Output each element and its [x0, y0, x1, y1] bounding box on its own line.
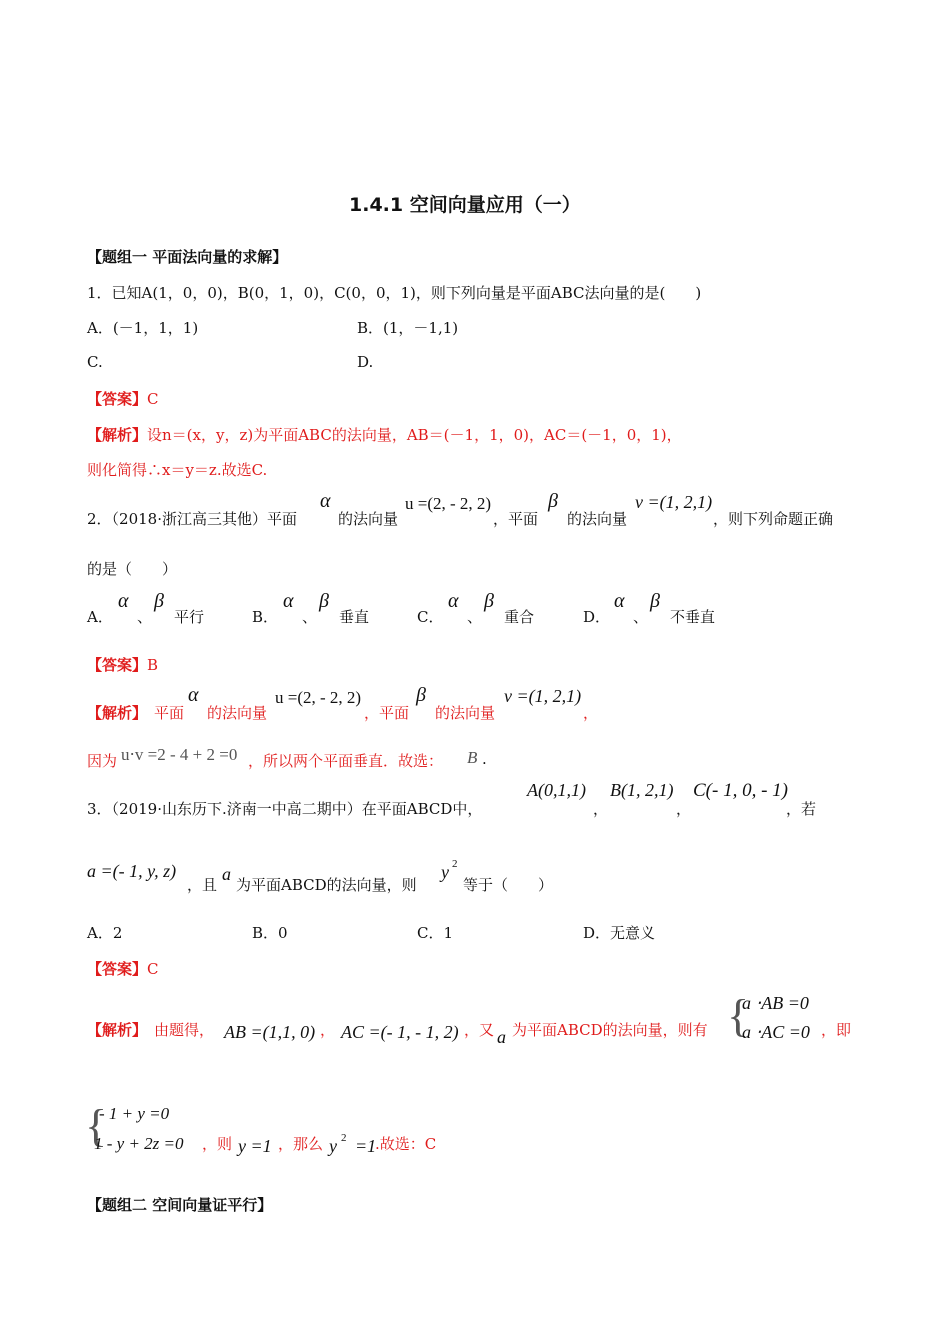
- answer-value: C: [147, 390, 159, 408]
- q3-system1-line1: a ⋅AB =0: [742, 993, 809, 1013]
- q2-an-text3: ，平面: [364, 704, 410, 722]
- q2-v-vector: v =(1, 2,1): [635, 492, 713, 512]
- q3-line2a: ，且: [187, 876, 218, 894]
- alpha-symbol: α: [320, 490, 331, 512]
- q2-an-v-vector: v =(1, 2,1): [504, 686, 582, 706]
- alpha-symbol: α: [614, 590, 625, 612]
- page-title: 1.4.1 空间向量应用（一）: [349, 194, 581, 216]
- separator: 、: [467, 608, 483, 626]
- answer-value: C: [147, 960, 159, 978]
- analysis-text: 设n＝(x，y，z)为平面ABC的法向量，AB＝(－1，1，0)，AC＝(－1，0，1)，: [147, 426, 682, 444]
- q3-an-text4: ，即: [821, 1021, 852, 1039]
- q2-an2-text1: 因为: [87, 752, 118, 770]
- q2-option-a-text: 平行: [174, 608, 205, 626]
- q3-comma: ，: [676, 800, 692, 818]
- q3-an-text3: 为平面ABCD的法向量，则有: [512, 1021, 708, 1039]
- q3-an2-text2: ，那么: [278, 1135, 324, 1153]
- q2-an-text4: 的法向量: [435, 704, 496, 722]
- q3-an-text1: 由题得，: [154, 1021, 215, 1039]
- q3-an-text2: ，又: [464, 1021, 495, 1039]
- analysis-label: 【解析】: [87, 704, 148, 722]
- q2-an-text2: 的法向量: [207, 704, 268, 722]
- alpha-symbol: α: [188, 684, 199, 706]
- q3-line2b: 为平面ABCD的法向量，则: [236, 876, 417, 894]
- system-brace: {: [727, 990, 750, 1041]
- q3-y-equals-1: y =1: [238, 1136, 272, 1156]
- q3-y-symbol: y: [329, 1136, 337, 1156]
- section-header-group1: 【题组一 平面法向量的求解】: [87, 248, 288, 266]
- q2-option-b-label: B．: [252, 608, 279, 626]
- q3-an-a-symbol: a: [497, 1027, 506, 1047]
- answer-label: 【答案】: [87, 656, 148, 674]
- q1-analysis-line2: 则化简得∴x＝y＝z.故选C.: [87, 461, 268, 479]
- q2-option-c-text: 重合: [504, 608, 535, 626]
- q3-y2-equals-1: =1: [355, 1136, 377, 1156]
- q3-system1-line2: a ⋅AC =0: [742, 1022, 810, 1042]
- answer-label: 【答案】: [87, 960, 148, 978]
- q2-line2: 的是（ ）: [87, 560, 178, 578]
- alpha-symbol: α: [283, 590, 294, 612]
- q3-option-b: B．0: [252, 924, 288, 942]
- q3-answer: [87, 958, 159, 979]
- q2-an-u-vector: u =(2, - 2, 2): [275, 688, 362, 707]
- q3-point-a: A(0,1,1): [527, 780, 586, 800]
- q2-dot-product: u⋅v =2 - 4 + 2 =0: [121, 745, 238, 764]
- q2-option-c-label: C．: [417, 608, 444, 626]
- q3-square: 2: [341, 1132, 347, 1144]
- q3-ac-vector: AC =(- 1, - 1, 2): [341, 1022, 459, 1042]
- beta-symbol: β: [319, 590, 329, 612]
- q3-comma: ，: [593, 800, 609, 818]
- separator: 、: [137, 608, 153, 626]
- q1-analysis-line1: [87, 424, 682, 445]
- q2-mid2: ，平面: [493, 510, 539, 528]
- q2-suffix: ，则下列命题正确: [713, 510, 834, 528]
- q3-a-symbol: a: [222, 864, 231, 884]
- q3-a-vector: a =(- 1, y, z): [87, 861, 177, 881]
- q2-an-text1: 平面: [154, 704, 185, 722]
- system-brace: {: [85, 1100, 108, 1151]
- q1-option-d: D.: [357, 353, 374, 371]
- q2-prefix: 2．（2018·浙江高三其他）平面: [87, 510, 297, 528]
- q3-suffix: ，若: [786, 800, 817, 818]
- section-header-group2: 【题组二 空间向量证平行】: [87, 1196, 273, 1214]
- alpha-symbol: α: [118, 590, 129, 612]
- analysis-label: 【解析】: [87, 426, 148, 444]
- q2-an-comma: ，: [583, 704, 599, 722]
- alpha-symbol: α: [448, 590, 459, 612]
- q3-system2-line1: - 1 + y =0: [99, 1104, 170, 1123]
- q3-system2-line2: 1 - y + 2z =0: [94, 1134, 184, 1153]
- q2-option-d-text: 不垂直: [670, 608, 716, 626]
- q3-square: 2: [452, 858, 458, 870]
- q2-option-a-label: A．: [87, 608, 113, 626]
- q2-option-d-label: D．: [583, 608, 611, 626]
- q1-option-a: A．(－1，1，1): [87, 319, 199, 337]
- q3-option-c: C．1: [417, 924, 454, 942]
- q3-prefix: 3．（2019·山东历下.济南一中高二期中）在平面ABCD中，: [87, 800, 483, 818]
- q3-option-a: A．2: [87, 924, 123, 942]
- q2-an2-choice: B: [467, 748, 478, 767]
- q2-mid3: 的法向量: [567, 510, 628, 528]
- q3-an2-text3: .故选：C: [375, 1135, 437, 1153]
- answer-label: 【答案】: [87, 390, 148, 408]
- beta-symbol: β: [548, 490, 558, 512]
- q3-point-b: B(1, 2,1): [610, 780, 674, 800]
- separator: 、: [633, 608, 649, 626]
- q3-point-c: C(- 1, 0, - 1): [693, 780, 788, 801]
- beta-symbol: β: [154, 590, 164, 612]
- q2-an2-text2: ，所以两个平面垂直．故选：: [248, 752, 444, 770]
- q3-option-d: D．无意义: [583, 924, 656, 942]
- q2-an2-end: .: [482, 750, 487, 768]
- q3-an-comma: ，: [320, 1021, 336, 1039]
- answer-value: B: [147, 656, 159, 674]
- beta-symbol: β: [484, 590, 494, 612]
- q1-option-b: B．(1，－1,1): [357, 319, 459, 337]
- q1-option-c: C.: [87, 353, 103, 371]
- q3-ab-vector: AB =(1,1, 0): [224, 1022, 316, 1042]
- q2-u-vector: u =(2, - 2, 2): [405, 494, 492, 513]
- separator: 、: [302, 608, 318, 626]
- analysis-label: 【解析】: [87, 1021, 148, 1039]
- q3-an2-text1: ，则: [202, 1135, 233, 1153]
- beta-symbol: β: [650, 590, 660, 612]
- q2-mid1: 的法向量: [338, 510, 399, 528]
- q2-answer: [87, 654, 158, 675]
- q3-y-symbol: y: [441, 862, 449, 882]
- question-1: 1．已知A(1，0，0)，B(0，1，0)，C(0，0，1)，则下列向量是平面ABC法向量的是( ): [87, 284, 702, 302]
- beta-symbol: β: [416, 684, 426, 706]
- q1-answer: [87, 388, 159, 409]
- q2-option-b-text: 垂直: [339, 608, 370, 626]
- q3-line2c: 等于（ ）: [463, 876, 554, 894]
